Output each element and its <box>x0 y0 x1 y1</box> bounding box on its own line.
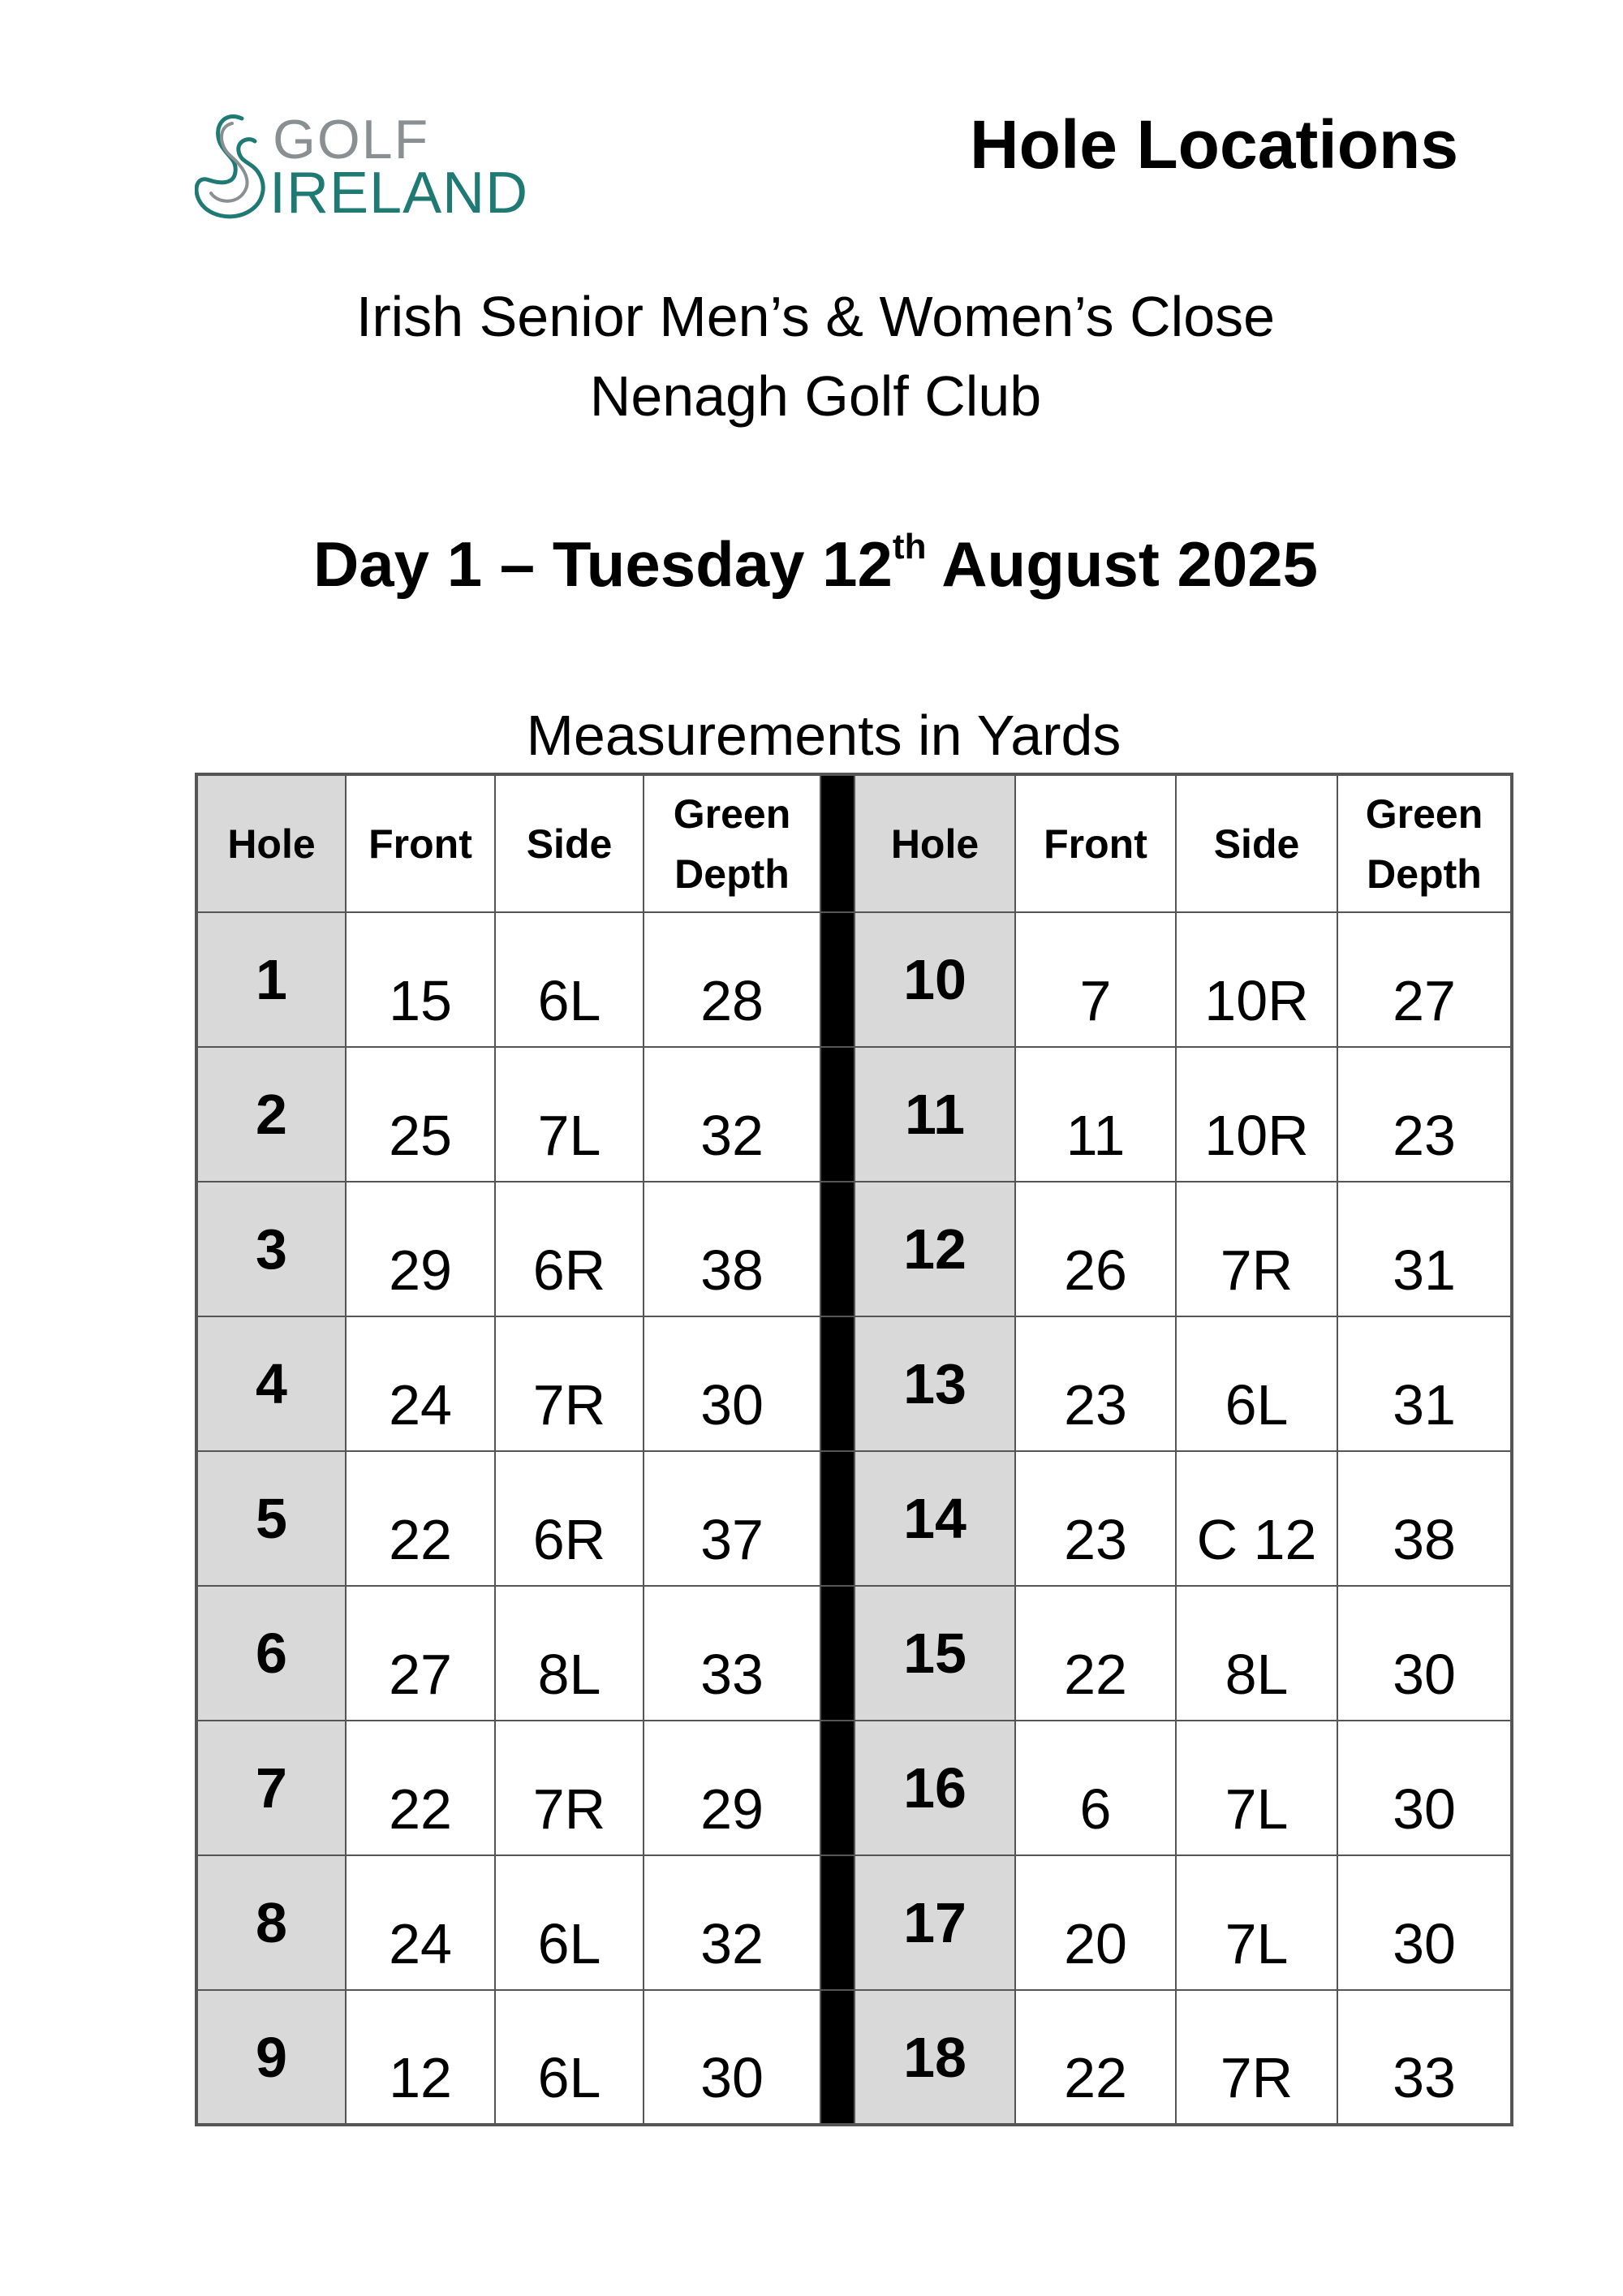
side-value-right: 7L <box>1176 1855 1337 1990</box>
depth-value-left: 30 <box>644 1990 820 2125</box>
day-heading-rest: August 2025 <box>926 528 1319 600</box>
front-value-right: 7 <box>1015 912 1176 1047</box>
depth-value-left: 37 <box>644 1451 820 1586</box>
side-value-right: 7R <box>1176 1182 1337 1316</box>
side-value-left: 6L <box>495 1990 644 2125</box>
table-row <box>196 912 1512 1047</box>
depth-value-left: 33 <box>644 1586 820 1721</box>
units-note: Measurements in Yards <box>526 704 1121 767</box>
header-side-right: Side <box>1176 774 1337 912</box>
column-divider <box>820 1586 855 1721</box>
hole-number-left: 5 <box>196 1451 346 1586</box>
side-value-left: 6L <box>495 912 644 1047</box>
hole-number-left: 7 <box>196 1721 346 1855</box>
depth-value-right: 31 <box>1337 1182 1512 1316</box>
side-value-right: C 12 <box>1176 1451 1337 1586</box>
front-value-right: 11 <box>1015 1047 1176 1182</box>
front-value-left: 15 <box>346 912 495 1047</box>
hole-number-right: 11 <box>855 1047 1015 1182</box>
side-value-left: 6R <box>495 1451 644 1586</box>
hole-number-left: 4 <box>196 1316 346 1451</box>
front-value-right: 22 <box>1015 1586 1176 1721</box>
side-value-right: 6L <box>1176 1316 1337 1451</box>
depth-value-right: 30 <box>1337 1855 1512 1990</box>
logo-text-ireland: IRELAND <box>269 161 529 226</box>
front-value-left: 22 <box>346 1721 495 1855</box>
depth-value-right: 31 <box>1337 1316 1512 1451</box>
golf-ireland-logo <box>195 109 544 226</box>
event-name: Irish Senior Men’s & Women’s Close <box>355 285 1276 348</box>
header-side-left: Side <box>495 774 644 912</box>
depth-value-right: 38 <box>1337 1451 1512 1586</box>
column-divider <box>820 774 855 912</box>
venue-name: Nenagh Golf Club <box>589 364 1042 428</box>
hole-number-left: 1 <box>196 912 346 1047</box>
table-row <box>196 1586 1512 1721</box>
front-value-right: 23 <box>1015 1451 1176 1586</box>
side-value-left: 6L <box>495 1855 644 1990</box>
front-value-left: 29 <box>346 1182 495 1316</box>
hole-number-right: 16 <box>855 1721 1015 1855</box>
document-title: Hole Locations <box>970 106 1459 183</box>
table-row <box>196 1721 1512 1855</box>
table-row <box>196 1990 1512 2125</box>
side-value-left: 7L <box>495 1047 644 1182</box>
side-value-right: 10R <box>1176 912 1337 1047</box>
column-divider <box>820 1855 855 1990</box>
front-value-right: 23 <box>1015 1316 1176 1451</box>
side-value-right: 10R <box>1176 1047 1337 1182</box>
side-value-right: 7L <box>1176 1721 1337 1855</box>
day-heading-main: Day 1 – Tuesday 12 <box>312 528 893 600</box>
header-depth-right: Green Depth <box>1337 774 1512 912</box>
column-divider <box>820 1990 855 2125</box>
column-divider <box>820 1316 855 1451</box>
table-row <box>196 1855 1512 1990</box>
hole-number-right: 10 <box>855 912 1015 1047</box>
side-value-right: 7R <box>1176 1990 1337 2125</box>
depth-value-left: 28 <box>644 912 820 1047</box>
front-value-right: 20 <box>1015 1855 1176 1990</box>
hole-number-right: 12 <box>855 1182 1015 1316</box>
header-front-left: Front <box>346 774 495 912</box>
table-row <box>196 1047 1512 1182</box>
front-value-right: 22 <box>1015 1990 1176 2125</box>
column-divider <box>820 1182 855 1316</box>
table-row <box>196 1182 1512 1316</box>
hole-number-left: 2 <box>196 1047 346 1182</box>
header-row <box>196 774 1512 912</box>
front-value-left: 22 <box>346 1451 495 1586</box>
table-row <box>196 1451 1512 1586</box>
side-value-right: 8L <box>1176 1586 1337 1721</box>
day-ordinal-suffix: th <box>892 527 927 566</box>
side-value-left: 6R <box>495 1182 644 1316</box>
day-heading <box>0 528 1623 601</box>
hole-number-right: 13 <box>855 1316 1015 1451</box>
side-value-left: 7R <box>495 1316 644 1451</box>
column-divider <box>820 1451 855 1586</box>
hole-number-left: 6 <box>196 1586 346 1721</box>
front-value-left: 27 <box>346 1586 495 1721</box>
depth-value-right: 33 <box>1337 1990 1512 2125</box>
golf-ireland-logo-icon <box>195 112 272 222</box>
depth-value-left: 30 <box>644 1316 820 1451</box>
hole-number-right: 15 <box>855 1586 1015 1721</box>
hole-number-right: 17 <box>855 1855 1015 1990</box>
depth-value-left: 29 <box>644 1721 820 1855</box>
hole-number-right: 14 <box>855 1451 1015 1586</box>
hole-number-left: 9 <box>196 1990 346 2125</box>
hole-number-left: 8 <box>196 1855 346 1990</box>
depth-value-right: 30 <box>1337 1721 1512 1855</box>
front-value-right: 6 <box>1015 1721 1176 1855</box>
front-value-right: 26 <box>1015 1182 1176 1316</box>
header-depth-left: Green Depth <box>644 774 820 912</box>
hole-locations-table <box>195 773 1513 2126</box>
header-front-right: Front <box>1015 774 1176 912</box>
depth-value-right: 23 <box>1337 1047 1512 1182</box>
column-divider <box>820 912 855 1047</box>
depth-value-right: 27 <box>1337 912 1512 1047</box>
depth-value-left: 32 <box>644 1855 820 1990</box>
front-value-left: 25 <box>346 1047 495 1182</box>
table-row <box>196 1316 1512 1451</box>
depth-value-left: 32 <box>644 1047 820 1182</box>
hole-number-left: 3 <box>196 1182 346 1316</box>
column-divider <box>820 1047 855 1182</box>
logo-text-golf: GOLF <box>273 109 430 170</box>
hole-number-right: 18 <box>855 1990 1015 2125</box>
side-value-left: 7R <box>495 1721 644 1855</box>
side-value-left: 8L <box>495 1586 644 1721</box>
front-value-left: 24 <box>346 1316 495 1451</box>
column-divider <box>820 1721 855 1855</box>
header-hole-right: Hole <box>855 774 1015 912</box>
depth-value-right: 30 <box>1337 1586 1512 1721</box>
depth-value-left: 38 <box>644 1182 820 1316</box>
header-hole-left: Hole <box>196 774 346 912</box>
front-value-left: 24 <box>346 1855 495 1990</box>
front-value-left: 12 <box>346 1990 495 2125</box>
